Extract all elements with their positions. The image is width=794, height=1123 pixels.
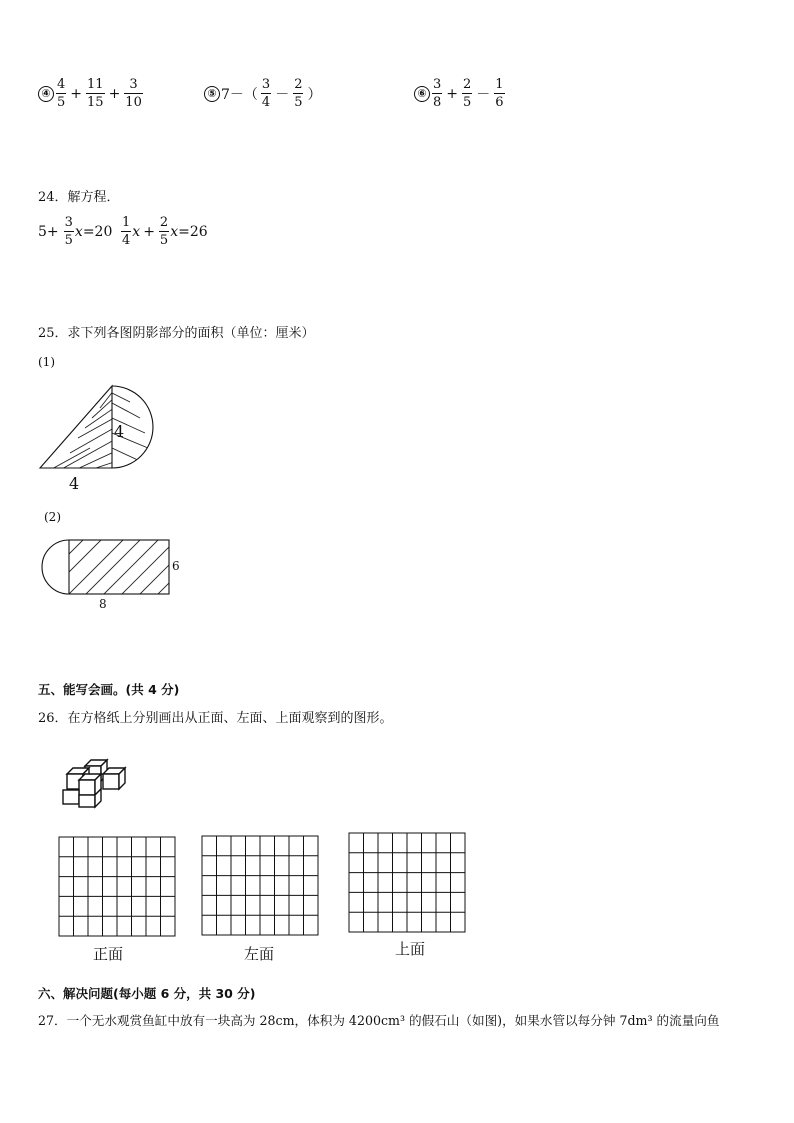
grid-top[interactable] (348, 832, 468, 934)
grid-front[interactable] (58, 836, 178, 938)
fraction: $\frac{4}{5}$ (57, 77, 66, 110)
lead-text: 5+ (38, 223, 59, 240)
lead-text: 7－（ (221, 86, 258, 103)
tail-text: ） (307, 86, 322, 103)
fraction: $\frac{2}{5}$ (294, 77, 303, 110)
fraction: $\frac{3}{8}$ (433, 77, 442, 110)
expression-4 (38, 78, 144, 109)
figure-2-bottom-label: 8 (99, 597, 107, 611)
fraction: $\frac{3}{10}$ (125, 77, 142, 110)
question-25-title: 25．求下列各图阴影部分的面积（单位：厘米） (38, 326, 315, 341)
equation-1 (38, 216, 112, 247)
rhs-text: =20 (82, 223, 113, 240)
question-27-text: 27．一个无水观赏鱼缸中放有一块高为 28cm，体积为 4200cm³ 的假石山（如图)，如果水管以每分钟 7dm³ 的流量向鱼 (38, 1013, 720, 1028)
operator: － (275, 86, 290, 103)
grid-top-label: 上面 (395, 940, 426, 958)
figure-1-diagram (30, 378, 170, 498)
item-number: ⑥ (414, 86, 430, 102)
variable: x (132, 223, 141, 240)
figure-2-label: (2) (44, 510, 61, 524)
variable: x (170, 223, 179, 240)
question-24-title: 24．解方程． (38, 190, 120, 205)
section-6-heading: 六、解决问题(每小题 6 分，共 30 分) (38, 986, 256, 1001)
fraction: $\frac{11}{15}$ (87, 77, 104, 110)
cube-stack-figure (55, 752, 135, 810)
expression-6 (414, 78, 506, 109)
grid-left[interactable] (201, 835, 321, 937)
fraction: $\frac{1}{4}$ (122, 215, 131, 248)
operator: － (476, 86, 491, 103)
figure-1-label: (1) (38, 355, 55, 369)
question-26-title: 26．在方格纸上分别画出从正面、左面、上面观察到的图形。 (38, 711, 393, 726)
grid-front-label: 正面 (93, 945, 124, 963)
rhs-text: =26 (178, 223, 208, 240)
expression-5 (204, 78, 324, 109)
equation-2 (120, 216, 208, 247)
variable: x (74, 223, 83, 240)
fraction: $\frac{1}{6}$ (495, 77, 504, 110)
operator: + (446, 85, 459, 102)
section-5-heading: 五、能写会画。(共 4 分) (38, 682, 180, 697)
item-number: ⑤ (204, 86, 220, 102)
operator: + (108, 85, 121, 102)
figure-1-base-label: 4 (69, 474, 80, 493)
fraction: $\frac{3}{4}$ (261, 77, 271, 110)
item-number: ④ (38, 86, 54, 102)
figure-1-height-label: 4 (114, 422, 125, 441)
figure-2-side-label: 6 (172, 559, 180, 573)
fraction: $\frac{3}{5}$ (64, 215, 73, 248)
operator: + (143, 223, 155, 240)
fraction: $\frac{2}{5}$ (159, 215, 169, 248)
operator: + (70, 85, 83, 102)
figure-2-diagram (36, 536, 176, 598)
grid-left-label: 左面 (244, 945, 275, 963)
fraction: $\frac{2}{5}$ (463, 77, 472, 110)
